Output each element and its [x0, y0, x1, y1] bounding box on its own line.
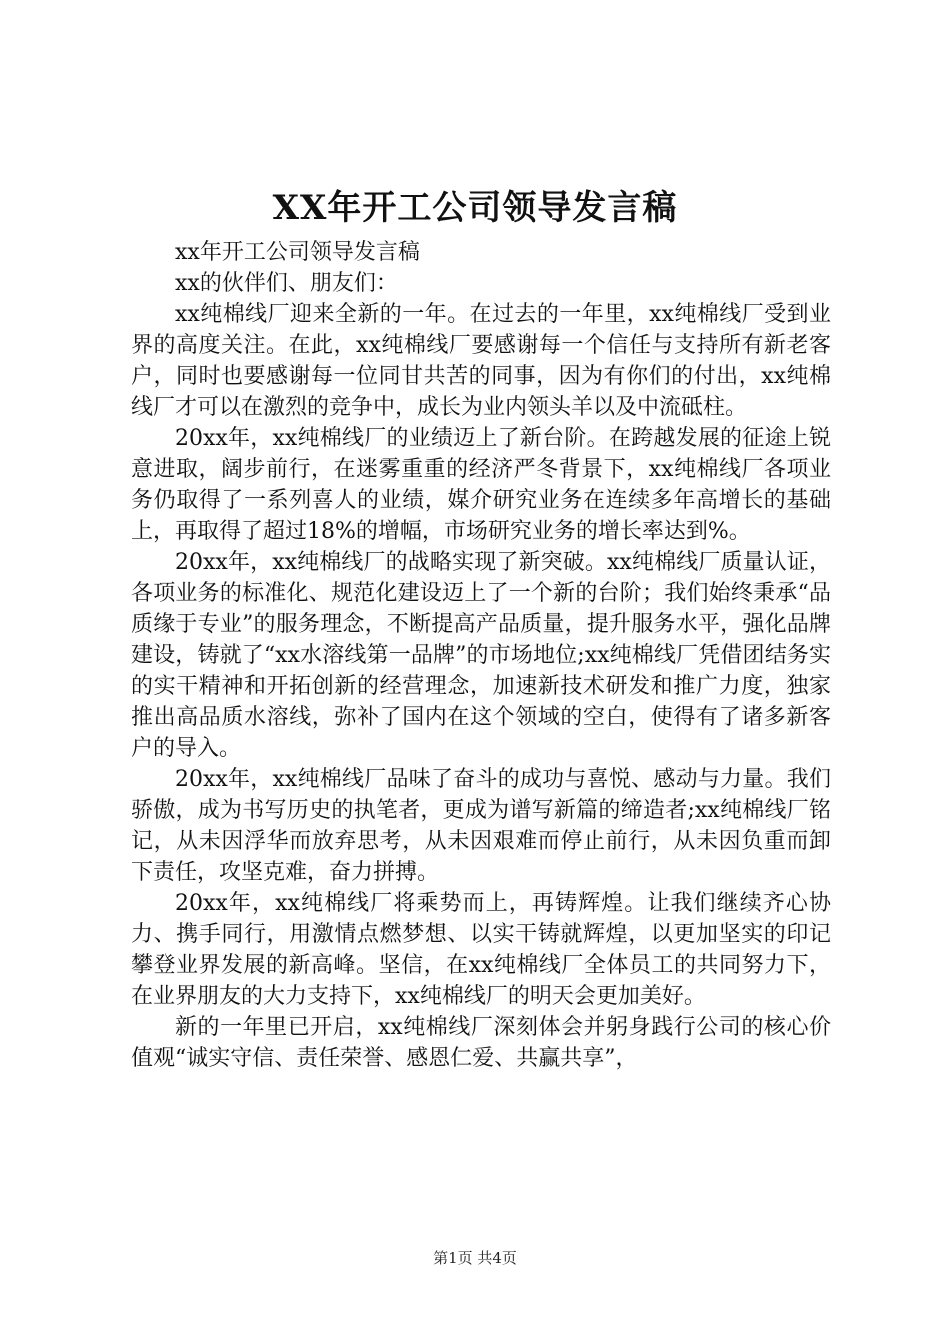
- paragraph-3: 20xx年，xx纯棉线厂的战略实现了新突破。xx纯棉线厂质量认证，各项业务的标准化、规范化建设迈上了一个新的台阶；我们始终秉承“品质缘于专业”的服务理念，不断提高产品质量，提升服务水平，强化品牌建设，铸就了“xx水溶线第一品牌”的市场地位;xx纯棉线厂凭借团结务实的实干精神和开拓创新的经营理念，加速新技术研发和推广力度，独家推出高品质水溶线，弥补了国内在这个领域的空白，使得有了诸多新客户的导入。: [131, 550, 831, 761]
- paragraph-6: 新的一年里已开启，xx纯棉线厂深刻体会并躬身践行公司的核心价值观“诚实守信、责任荣誉、感恩仁爱、共赢共享”，: [131, 1015, 831, 1071]
- paragraph-salutation: xx的伙伴们、朋友们：: [175, 271, 398, 296]
- paragraph-heading-repeat: xx年开工公司领导发言稿: [175, 240, 420, 265]
- document-body: [131, 237, 831, 1074]
- paragraph-5: 20xx年，xx纯棉线厂将乘势而上，再铸辉煌。让我们继续齐心协力、携手同行，用激情点燃梦想、以实干铸就辉煌，以更加坚实的印记攀登业界发展的新高峰。坚信，在xx纯棉线厂全体员工的共同努力下，在业界朋友的大力支持下，xx纯棉线厂的明天会更加美好。: [131, 891, 831, 1009]
- page-footer: 第1页 共4页: [433, 1249, 517, 1267]
- paragraph-1: xx纯棉线厂迎来全新的一年。在过去的一年里，xx纯棉线厂受到业界的高度关注。在此，xx纯棉线厂要感谢每一个信任与支持所有新老客户，同时也要感谢每一位同甘共苦的同事，因为有你们的付出，xx纯棉线厂才可以在激烈的竞争中，成长为业内领头羊以及中流砥柱。: [131, 302, 831, 420]
- document-title: XX年开工公司领导发言稿: [272, 188, 678, 228]
- paragraph-4: 20xx年，xx纯棉线厂品味了奋斗的成功与喜悦、感动与力量。我们骄傲，成为书写历史的执笔者，更成为谱写新篇的缔造者;xx纯棉线厂铭记，从未因浮华而放弃思考，从未因艰难而停止前行，从未因负重而卸下责任，攻坚克难，奋力拼搏。: [131, 767, 831, 885]
- paragraph-2: 20xx年，xx纯棉线厂的业绩迈上了新台阶。在跨越发展的征途上锐意进取，阔步前行，在迷雾重重的经济严冬背景下，xx纯棉线厂各项业务仍取得了一系列喜人的业绩，媒介研究业务在连续多年高增长的基础上，再取得了超过18%的增幅，市场研究业务的增长率达到%。: [131, 426, 831, 544]
